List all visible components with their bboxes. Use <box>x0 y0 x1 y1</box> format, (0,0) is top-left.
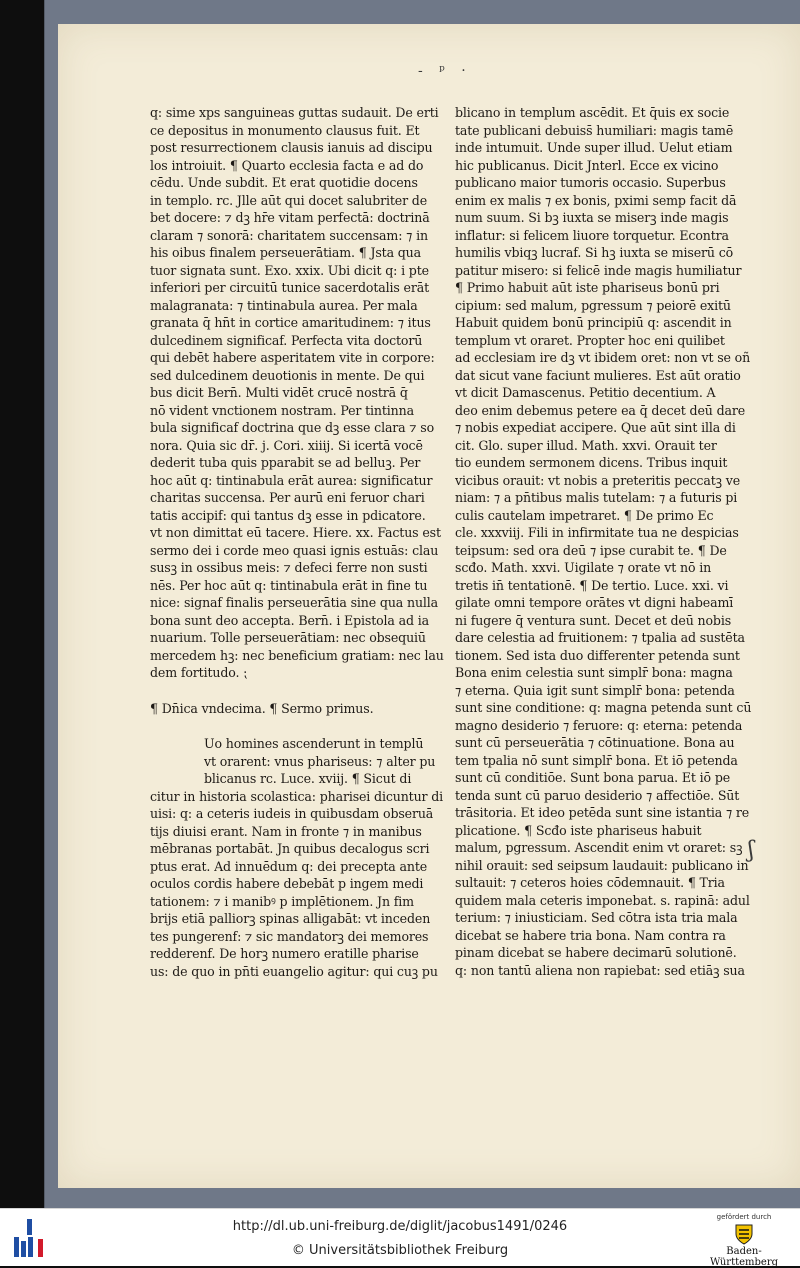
text-line: ⁊ nobis expediat accipere. Que aūt sint illa di <box>455 420 736 435</box>
text-line: nēs. Per hoc aūt q: tintinabula erāt in fine tu <box>150 577 428 593</box>
text-line: tatis accipif: qui tantus dꝫ esse in pdicatore. <box>150 507 426 523</box>
text-line: q: sime xps sanguineas guttas sudauit. De erti <box>150 105 439 120</box>
text-line: patitur misero: si felicē inde magis humiliatur <box>455 262 742 278</box>
text-line: granata q̄ hn̄t in cortice amaritudinem: ⁊ itus <box>150 315 431 330</box>
text-line: citur in historia scolastica: pharisei dicuntur di <box>150 788 444 804</box>
text-line: dederit tuba quis pparabit se ad belluꝫ. Per <box>150 455 421 470</box>
text-line: num suum. Si bꝫ iuxta se miserꝫ inde magis <box>455 210 729 225</box>
text-line: humilis vbiqꝫ lucraf. Si hꝫ iuxta se miserū cō <box>455 245 734 260</box>
text-line: quidem mala ceteris imponebat. s. rapinā: adul <box>455 892 750 908</box>
text-line: malum, pgressum. Ascendit enim vt oraret: sꝫ <box>455 840 743 855</box>
margin-note: ʃ <box>748 838 754 863</box>
text-line: sed dulcedinem deuotionis in mente. De qui <box>150 367 425 383</box>
text-line: sunt cū perseuerātia ⁊ cōtinuatione. Bona au <box>455 735 735 750</box>
text-column-right <box>455 104 773 979</box>
text-line: sunt sine conditione: q: magna petenda sunt cū <box>455 700 752 715</box>
text-line: cēdu. Unde subdit. Et erat quotidie docens <box>150 175 418 190</box>
text-line: deo enim debemus petere ea q̄ decet deū dare <box>455 402 746 418</box>
text-line: claram ⁊ sonorā: charitatem succensam: ⁊ in <box>150 227 428 243</box>
text-line: inde intumuit. Unde super illud. Uelut etiam <box>455 140 733 155</box>
text-line: niam: ⁊ a pn̄tibus malis tutelam: ⁊ a futuris pi <box>455 490 738 505</box>
text-line: tes pungerenf: ⁊ sic mandatorꝫ dei memores <box>150 928 429 944</box>
page-marker: - ᵖ · <box>418 63 472 79</box>
text-line: oculos cordis habere debebāt p ingem medi <box>150 876 424 891</box>
text-line: vt dicit Damascenus. Petitio decentium. A <box>455 385 716 400</box>
text-line: scđo. Math. xxvi. Uigilate ⁊ orate vt nō in <box>455 560 712 575</box>
text-line: blicano in templum ascēdit. Et q̄uis ex socie <box>455 105 730 120</box>
text-line: inferiori per circuitū tunice sacerdotalis erāt <box>150 280 429 295</box>
text-line: dare celestia ad fruitionem: ⁊ tpalia ad sustēta <box>455 630 745 645</box>
text-line: Uo homines ascenderunt in templū <box>204 736 424 751</box>
text-line: enim ex malis ⁊ ex bonis, pximi semp facit dā <box>455 192 737 208</box>
text-line: inflatur: si felicem liuore torquetur. Econtra <box>455 227 729 243</box>
page-permalink[interactable]: http://dl.ub.uni-freiburg.de/diglit/jacobus1491/0246 <box>232 1219 568 1234</box>
text-line: dem fortitudo. ⁏ <box>150 665 248 680</box>
text-line: hoc aūt q: tintinabula erāt aurea: significatur <box>150 472 433 488</box>
text-line: qui debēt habere asperitatem vite in corpore: <box>150 350 435 365</box>
text-line: ad ecclesiam ire dꝫ vt ibidem oret: non vt se oñ <box>455 350 751 365</box>
text-line: his oibus finalem perseuerātiam. ¶ Jsta qua <box>150 245 422 260</box>
text-line: publicano maior tumoris occasio. Superbus <box>455 175 726 190</box>
text-line: vt orarent: vnus phariseus: ⁊ alter pu <box>204 753 436 769</box>
text-line: magno desiderio ⁊ feruore: q: eterna: petenda <box>455 717 743 733</box>
text-line: nuarium. Tolle perseuerātiam: nec obsequiū <box>150 630 426 645</box>
text-line: terium: ⁊ iniusticiam. Sed cōtra ista tria mala <box>455 910 738 925</box>
text-line: dat sicut vane faciunt mulieres. Est aūt oratio <box>455 367 741 383</box>
text-line: post resurrectionem clausis ianuis ad discipu <box>150 140 433 155</box>
text-line: nice: signaf finalis perseuerātia sine qua nulla <box>150 595 439 610</box>
text-line: dulcedinem significaf. Perfecta vita doctorū <box>150 332 423 348</box>
text-line: bula significaf doctrina que dꝫ esse clara ⁊ so <box>150 420 435 435</box>
text-line: tijs diuisi erant. Nam in fronte ⁊ in manibus <box>150 823 422 839</box>
copyright-notice: © Universitätsbibliothek Freiburg <box>291 1243 509 1258</box>
text-line: ni fugere q̄ ventura sunt. Decet et deū nobis <box>455 612 732 628</box>
text-line: dicebat se habere tria bona. Nam contra ra <box>455 927 726 943</box>
funder-caption: gefördert durch <box>716 1213 772 1221</box>
text-line: sunt cū conditiōe. Sunt bona parua. Et iō pe <box>455 770 731 785</box>
text-line: Habuit quidem bonū principiū q: ascendit in <box>455 315 732 330</box>
text-line: culis cautelam impetraret. ¶ De primo Ec <box>455 507 714 523</box>
text-line: mēbranas portabāt. Jn quibus decalogus scri <box>150 841 430 856</box>
text-line: plicatione. ¶ Scđo iste phariseus habuit <box>455 822 702 838</box>
footer-bar <box>0 1208 800 1266</box>
text-line: tio eundem sermonem dicens. Tribus inquit <box>455 455 728 470</box>
text-line: bus dicit Bern̄. Multi vidēt crucē nostrā q̄ <box>150 385 408 400</box>
text-line: tretis in̄ tentationē. ¶ De tertio. Luce. xxi. vi <box>455 577 729 593</box>
text-line: ¶ Dn̄ica vndecima. ¶ Sermo primus. <box>150 700 374 716</box>
text-line: nora. Quia sic dr̄. j. Cori. xiiij. Si icertā vocē <box>150 437 423 453</box>
text-line: mercedem hꝫ: nec beneficium gratiam: nec lau <box>150 647 444 663</box>
text-line: charitas succensa. Per aurū eni feruor chari <box>150 490 425 505</box>
text-line: sermo dei i corde meo quasi ignis estuās: clau <box>150 542 439 558</box>
text-line: ¶ Primo habuit aūt iste phariseus bonū pri <box>455 280 720 295</box>
funder-badge <box>694 1213 794 1268</box>
text-line: cit. Glo. super illud. Math. xxvi. Orauit ter <box>455 437 717 453</box>
text-line: tem tpalia nō sunt simplr̄ bona. Et iō petenda <box>455 752 738 768</box>
text-line: hic publicanus. Dicit Jnterl. Ecce ex vicino <box>455 157 719 173</box>
text-line: ce depositus in monumento clausus fuit. Et <box>150 122 420 138</box>
text-line: ⁊ eterna. Quia igit sunt simplr̄ bona: petenda <box>455 682 735 698</box>
text-line: vt non dimittat eū tacere. Hiere. xx. Factus est <box>150 525 441 540</box>
text-line: nō vident vnctionem nostram. Per tintinna <box>150 402 414 418</box>
text-line: susꝫ in ossibus meis: ⁊ defeci ferre non susti <box>150 560 428 575</box>
text-line: malagranata: ⁊ tintinabula aurea. Per mala <box>150 297 418 313</box>
text-line: us: de quo in pn̄ti euangelio agitur: qui cuꝫ pu <box>150 963 438 979</box>
text-line: tuor signata sunt. Exo. xxix. Ubi dicit q: i pte <box>150 262 429 278</box>
text-line: bet docere: ⁊ dꝫ hr̄e vitam perfectā: doctrinā <box>150 210 430 225</box>
text-line: templum vt oraret. Propter hoc eni quilibet <box>455 332 725 348</box>
baden-wuerttemberg-crest-icon <box>734 1223 754 1245</box>
text-line: bona sunt deo accepta. Bern̄. i Epistola ad ia <box>150 612 429 628</box>
text-line: pinam dicebat se habere decimarū solutionē. <box>455 945 737 960</box>
text-line: cipium: sed malum, pgressum ⁊ peiorē exitū <box>455 297 731 313</box>
text-line: teipsum: sed ora deū ⁊ ipse curabit te. ¶ De <box>455 542 727 558</box>
text-column-left <box>150 104 446 980</box>
text-line: vicibus orauit: vt nobis a preteritis peccatꝫ ve <box>455 472 741 488</box>
text-line: tionem. Sed ista duo differenter petenda sunt <box>455 647 740 663</box>
text-line: cle. xxxviij. Fili in infirmitate tua ne despicias <box>455 525 739 540</box>
text-line: q: non tantū aliena non rapiebat: sed etiāꝫ sua <box>455 962 745 978</box>
text-line: tate publicani debuiss̄ humiliari: magis tamē <box>455 122 734 138</box>
text-line: nihil orauit: sed seipsum laudauit: publicano in <box>455 857 749 873</box>
text-line: ptus erat. Ad innuēdum q: dei precepta ante <box>150 858 428 874</box>
text-line: trāsitoria. Et ideo petēda sunt sine istantia ⁊ re <box>455 805 750 820</box>
funder-name: Baden-Württemberg <box>709 1246 779 1268</box>
text-line: Bona enim celestia sunt simplr̄ bona: magna <box>455 665 733 680</box>
text-line: blicanus rc. Luce. xviij. ¶ Sicut di <box>204 771 412 786</box>
text-line: redderenf. De horꝫ numero eratille pharise <box>150 946 419 961</box>
text-line: tationem: ⁊ i manibꝰ p implētionem. Jn fim <box>150 893 414 909</box>
text-line: in templo. rc. Jlle aūt qui docet salubriter de <box>150 192 428 208</box>
text-line: uisi: q: a ceteris iudeis in quibusdam obseruā <box>150 806 434 821</box>
text-line: brijs etiā palliorꝫ spinas alligabāt: vt inceden <box>150 911 431 926</box>
text-line: gilate omni tempore orātes vt digni habeamī <box>455 595 734 610</box>
text-line: tenda sunt cū paruo desiderio ⁊ affectiōe. Sūt <box>455 787 740 803</box>
text-line: los introiuit. ¶ Quarto ecclesia facta e ad do <box>150 157 424 173</box>
text-line: sultauit: ⁊ ceteros hoies cōdemnauit. ¶ Tria <box>455 875 725 890</box>
